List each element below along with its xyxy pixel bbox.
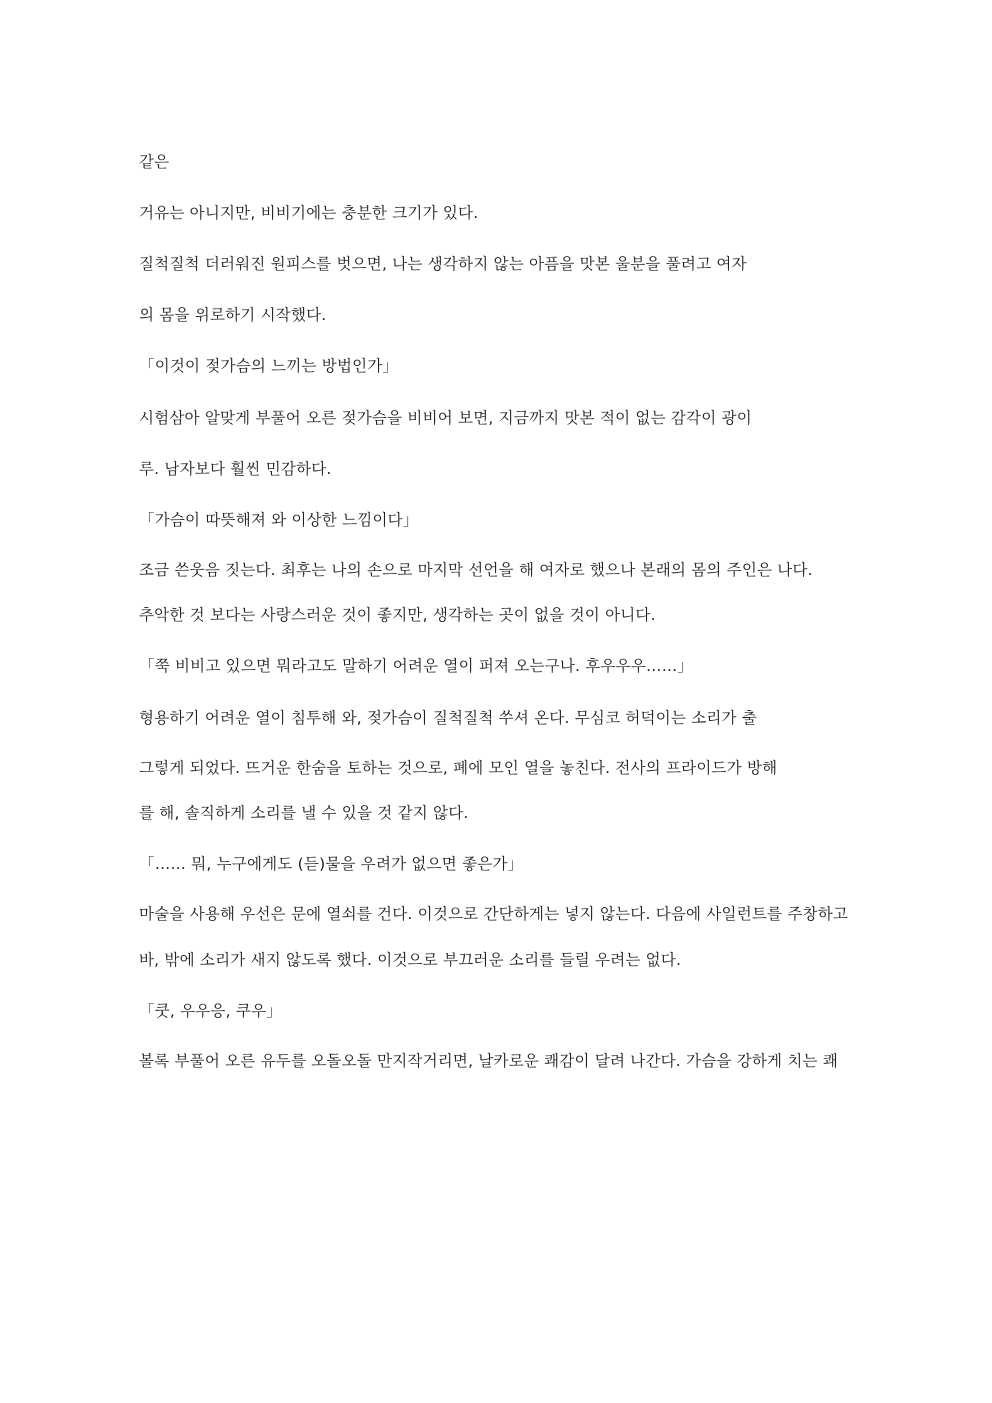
paragraph: 볼록 부풀어 오른 유두를 오돌오돌 만지작거리면, 날카로운 쾌감이 달려 나간다. 가슴을 강하게 치는 쾌 bbox=[139, 1052, 839, 1071]
paragraph: 마술을 사용해 우선은 문에 열쇠를 건다. 이것으로 간단하게는 넣지 않는다. 다음에 사일런트를 주창하고 bbox=[139, 905, 849, 924]
paragraph: 루. 남자보다 훨씬 민감하다. bbox=[139, 459, 332, 478]
paragraph: 추악한 것 보다는 사랑스러운 것이 좋지만, 생각하는 곳이 없을 것이 아니다. bbox=[139, 606, 656, 625]
paragraph-dialogue: 「쿳, 우우응, 쿠우」 bbox=[139, 1001, 282, 1020]
paragraph: 를 해, 솔직하게 소리를 낼 수 있을 것 같지 않다. bbox=[139, 804, 469, 823]
paragraph: 질척질척 더러워진 원피스를 벗으면, 나는 생각하지 않는 아픔을 맛본 울분을 풀려고 여자 bbox=[139, 255, 747, 274]
paragraph: 거유는 아니지만, 비비기에는 충분한 크기가 있다. bbox=[139, 204, 479, 223]
paragraph: 시험삼아 알맞게 부풀어 오른 젖가슴을 비비어 보면, 지금까지 맛본 적이 없는 감각이 광이 bbox=[139, 408, 752, 427]
paragraph: 의 몸을 위로하기 시작했다. bbox=[139, 306, 327, 325]
paragraph-dialogue: 「이것이 젖가슴의 느끼는 방법인가」 bbox=[139, 357, 399, 376]
paragraph: 형용하기 어려운 열이 침투해 와, 젖가슴이 질척질척 쑤셔 온다. 무심코 허덕이는 소리가 출 bbox=[139, 708, 758, 727]
paragraph-dialogue: 「…… 뭐, 누구에게도 (듣)물을 우려가 없으면 좋은가」 bbox=[139, 855, 524, 874]
paragraph-dialogue: 「쭉 비비고 있으면 뭐라고도 말하기 어려운 열이 퍼져 오는구나. 후우우우……」 bbox=[139, 657, 694, 676]
paragraph: 그렇게 되었다. 뜨거운 한숨을 토하는 것으로, 폐에 모인 열을 놓친다. 전사의 프라이드가 방해 bbox=[139, 758, 778, 777]
paragraph: 바, 밖에 소리가 새지 않도록 했다. 이것으로 부끄러운 소리를 들릴 우려는 없다. bbox=[139, 950, 682, 969]
paragraph: 조금 쓴웃음 짓는다. 최후는 나의 손으로 마지막 선언을 해 여자로 했으나 본래의 몸의 주인은 나다. bbox=[139, 560, 813, 579]
paragraph: 같은 bbox=[139, 153, 170, 171]
paragraph-dialogue: 「가슴이 따뜻해져 와 이상한 느낌이다」 bbox=[139, 510, 419, 529]
document-body bbox=[139, 150, 857, 1095]
